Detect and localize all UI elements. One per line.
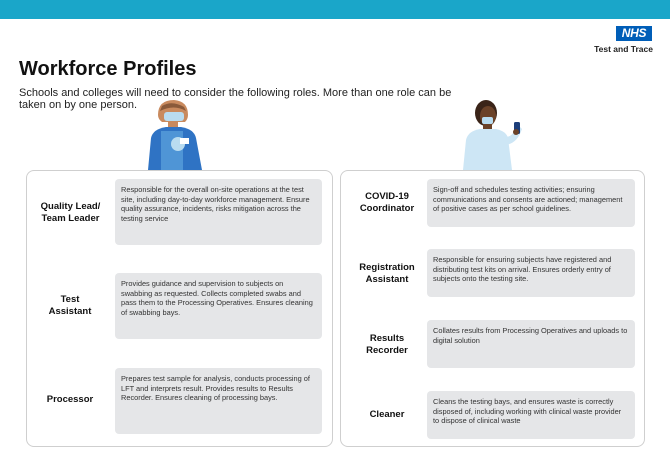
role-description-covid-coordinator: Sign-off and schedules testing activities; ensuring communications and consents are actioned; management of positive cases as per school guidelines.: [427, 179, 635, 227]
role-name-test-assistant: Test Assistant: [48, 294, 92, 317]
role-name-registration-assistant: Registration Assistant: [359, 262, 415, 285]
worker-illustration-left: [144, 98, 210, 170]
page-subtitle: Schools and colleges will need to consider the following roles. More than one role can be taken on by one person.: [19, 87, 452, 111]
nhs-logo: NHS: [616, 26, 652, 41]
role-description-test-assistant: Provides guidance and supervision to subjects on swabbing as requested. Collects completed swabs and pass them to the Processing Operatives. Ensures cleaning of swabbing bays.: [115, 273, 322, 339]
role-description-quality-lead: Responsible for the overall on-site operations at the test site, including day-to-day workforce management. Ensure quality assurance, incidents, risks mitigation across the testing service: [115, 179, 322, 245]
left-roles-panel: [26, 170, 333, 447]
role-description-cleaner: Cleans the testing bays, and ensures waste is correctly disposed of, including working with clinical waste provider to dispose of clinical waste: [427, 391, 635, 439]
role-description-results-recorder: Collates results from Processing Operatives and uploads to digital solution: [427, 320, 635, 368]
role-description-registration-assistant: Responsible for ensuring subjects have registered and distributing test kits on arrival. Ensures orderly entry of subjects onto the testing site.: [427, 249, 635, 297]
right-roles-panel: [340, 170, 645, 447]
service-name: Test and Trace: [594, 44, 653, 54]
page-title: Workforce Profiles: [19, 58, 197, 80]
role-name-cleaner: Cleaner: [369, 409, 405, 420]
top-banner: [0, 0, 670, 19]
role-name-processor: Processor: [46, 394, 94, 405]
role-name-results-recorder: Results Recorder: [366, 333, 408, 356]
person-phone-illustration: [458, 98, 530, 170]
role-name-quality-lead: Quality Lead/ Team Leader: [40, 201, 101, 224]
role-name-covid-coordinator: COVID-19 Coordinator: [359, 191, 415, 214]
role-description-processor: Prepares test sample for analysis, conducts processing of LFT and interprets result. Provides results to Results Recorder. Ensures cleaning of processing bays.: [115, 368, 322, 434]
